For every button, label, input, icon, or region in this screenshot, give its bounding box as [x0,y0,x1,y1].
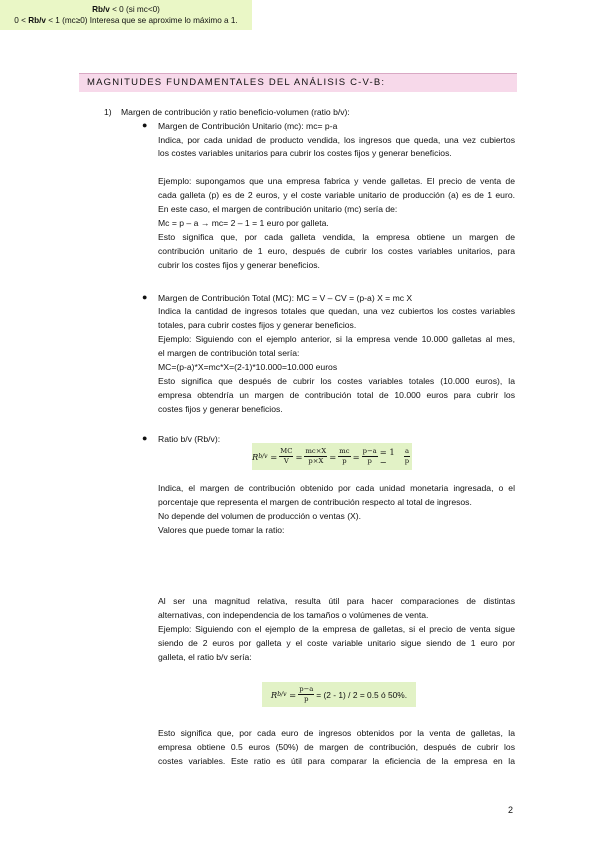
paragraph-line: empresa obtendría un margen de contribución total de 10.000 euros para cubrir los [158,390,515,400]
list-number: 1) [104,107,112,117]
bullet-dot: ● [142,292,148,302]
section-header [79,73,517,92]
paragraph-line: Ejemplo: supongamos que una empresa fabrica y vende galletas. El precio de venta de [158,176,515,186]
paragraph-line: Ejemplo: Siguiendo con el ejemplo anterior, si la empresa vende 10.000 galletas al mes, [158,334,515,344]
paragraph-line: el margen de contribución total sería: [158,348,300,358]
paragraph-line: cubrir los costes fijos y generar beneficios. [158,260,320,270]
paragraph-line: Ejemplo: Siguiendo con el ejemplo de la empresa de galletas, si el precio de venta sigue [158,624,515,634]
paragraph-line: costes variables. Este ratio es útil para comparar la eficiencia de la empresa en la [158,756,515,766]
paragraph-line: Esto significa que, por cada galleta vendida, la empresa obtiene un margen de [158,232,515,242]
paragraph-line: cada galleta (p) es de 2 euros, y el coste variable unitario de producción (a) es de 1 euro. [158,190,515,200]
paragraph-line: Mc = p – a → mc= 2 – 1 = 1 euro por galleta. [158,218,329,228]
ratio-values-box [0,0,252,30]
ratio-formula: R b/v = $\frac{MC}{V}$ = $\frac{mc\times X}{p\times X}$ = $\frac{mc}{p}$ = $\frac{p-a}{p}$ = 1 − $\frac{a}{p}$ [252,443,412,470]
paragraph-line: costes fijos y generar beneficios. [158,404,283,414]
bullet-dot: ● [142,433,148,443]
ratio-value-line: 0 < Rb/v < 1 (mc≥0) Interesa que se aproxime lo máximo a 1. [14,16,238,25]
paragraph-line: Indica, por cada unidad de producto vendida, los ingresos que queda, una vez cubiertos [158,135,515,145]
paragraph-line: No depende del volumen de producción o ventas (X). [158,511,362,521]
paragraph-line: Esto significa que después de cubrir los costes variables totales (10.000 euros), la [158,376,515,386]
bullet-dot: ● [142,120,148,130]
paragraph-line: porcentaje que representa el margen de contribución respecto al total de ingresos. [158,497,472,507]
paragraph-line: alternativas, con independencia de los tamaños o volúmenes de venta. [158,610,429,620]
section-header-title: MAGNITUDES FUNDAMENTALES DEL ANÁLISIS C-V-B: [87,77,386,88]
paragraph-line: Al ser una magnitud relativa, resulta útil para hacer comparaciones de distintas [158,596,515,606]
paragraph-line: MC=(p-a)*X=mc*X=(2-1)*10.000=10.000 euros [158,362,338,372]
bullet-title: Margen de Contribución Total (MC): MC = V – CV = (p-a) X = mc X [158,293,413,303]
ratio-example-formula: R b/v = $\frac{p-a}{p}$ = (2 - 1) / 2 = 0.5 ó 50%. [262,682,416,707]
paragraph-line: empresa obtiene 0.5 euros (50%) de margen de contribución, después de cubrir los [158,742,515,752]
paragraph-line: Valores que puede tomar la ratio: [158,525,285,535]
page-number: 2 [508,805,514,815]
paragraph-line: siendo de 2 euros por galleta y el coste variable unitario sigue siendo de 1 euro por [158,638,515,648]
paragraph-line: Esto significa que, por cada euro de ingresos obtenidos por la venta de galletas, la [158,728,515,738]
paragraph-line: Indica, el margen de contribución obtenido por cada unidad monetaria ingresada, o el [158,483,515,493]
paragraph-line: galleta, el ratio b/v sería: [158,652,252,662]
paragraph-line: En este caso, el margen de contribución unitario (mc) sería de: [158,204,398,214]
ratio-value-line: Rb/v < 0 (si mc<0) [92,5,160,14]
paragraph-line: contribución unitario de 1 euro, después de cubrir los costes variables unitarios, para [158,246,515,256]
paragraph-line: Indica la cantidad de ingresos totales que quedan, una vez cubiertos los costes variables [158,306,515,316]
paragraph-line: totales, para cubrir costes fijos y generar beneficios. [158,320,357,330]
section-title: Margen de contribución y ratio beneficio-volumen (ratio b/v): [121,107,350,117]
paragraph-line: los costes variables unitarios para cubrir los costes fijos y generar beneficios. [158,148,452,158]
bullet-title: Margen de Contribución Unitario (mc): mc= p-a [158,121,338,131]
bullet-title: Ratio b/v (Rb/v): [158,434,221,444]
